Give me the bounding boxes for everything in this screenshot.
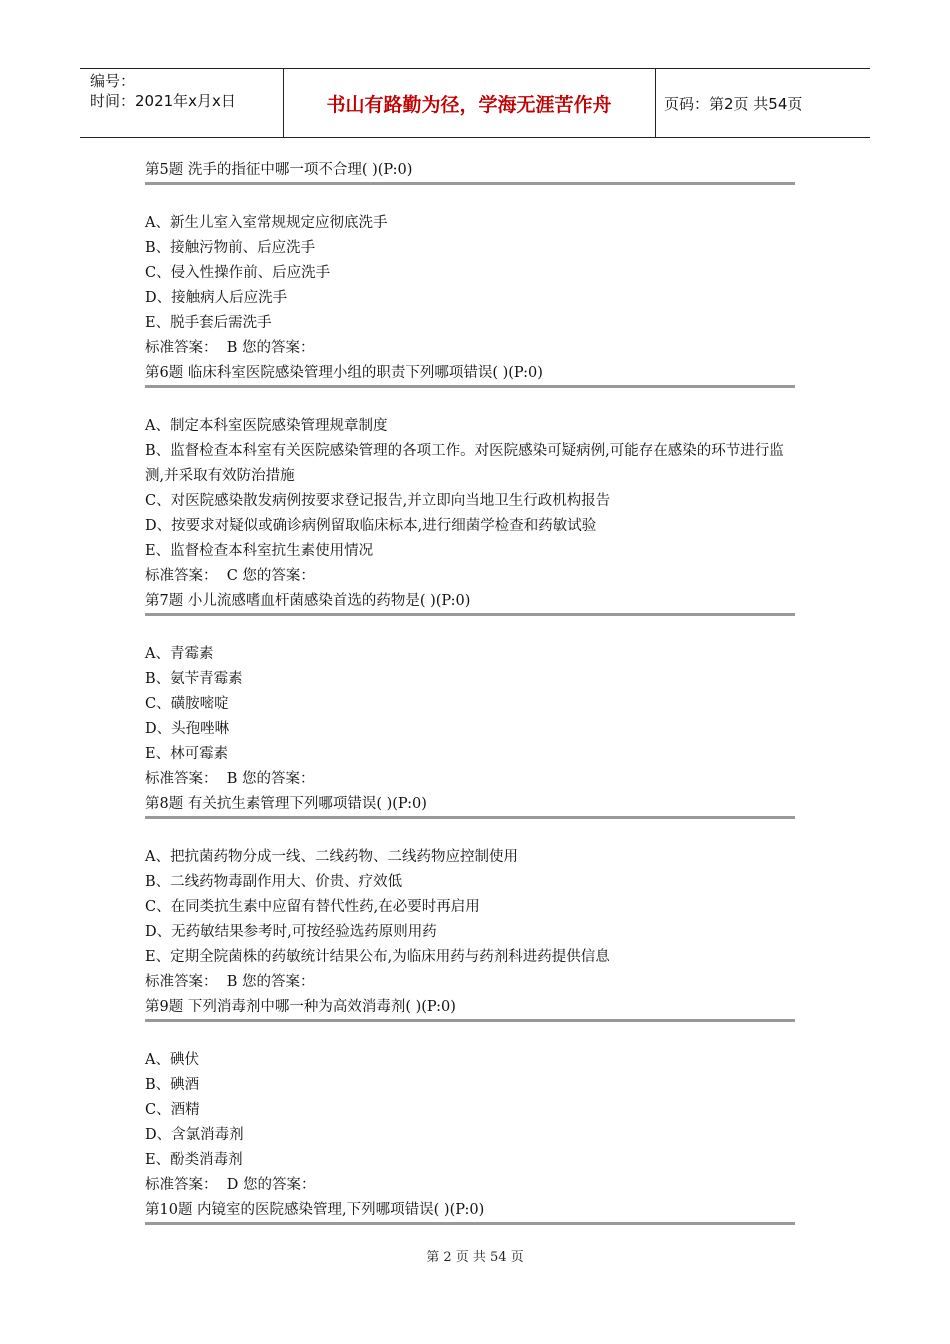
standard-answer: 标准答案： B 您的答案： [145,340,315,356]
standard-answer: 标准答案： D 您的答案： [145,1177,316,1193]
answer-option: B、氨苄青霉素 [145,671,243,687]
time-label: 时间：2021年x月x日 [90,92,236,110]
question-title: 第9题 下列消毒剂中哪一种为高效消毒剂( )(P:0) [145,995,795,1022]
answer-option: B、碘酒 [145,1077,200,1093]
header-motto: 书山有路勤为径，学海无涯苦作舟 [326,93,612,116]
answer-option: C、磺胺嘧啶 [145,696,229,712]
answer-option: E、脱手套后需洗手 [145,315,272,331]
answer-option: E、监督检查本科室抗生素使用情况 [145,543,374,559]
question-list [145,158,795,1225]
answer-option: A、制定本科室医院感染管理规章制度 [145,418,388,434]
answer-option: C、侵入性操作前、后应洗手 [145,265,331,281]
answer-option: D、按要求对疑似或确诊病例留取临床标本,进行细菌学检查和药敏试验 [145,518,597,534]
header-divider [655,69,656,137]
answer-option: E、林可霉素 [145,746,229,762]
question-block [145,1198,795,1225]
question-spacer [145,819,795,845]
question-title: 第7题 小儿流感嗜血杆菌感染首选的药物是( )(P:0) [145,589,795,616]
answer-option: D、头孢唑啉 [145,721,230,737]
question-title: 第6题 临床科室医院感染管理小组的职责下列哪项错误( )(P:0) [145,361,795,388]
header-table [80,68,870,138]
answer-option: C、在同类抗生素中应留有替代性药,在必要时再启用 [145,899,480,915]
number-label: 编号： [90,72,136,90]
question-block [145,792,795,995]
answer-option: D、接触病人后应洗手 [145,290,288,306]
header-meta [90,71,236,111]
question-block [145,158,795,361]
header-page-info: 页码：第2页 共54页 [664,94,803,113]
question-spacer [145,388,795,414]
answer-option: C、对医院感染散发病例按要求登记报告,并立即向当地卫生行政机构报告 [145,493,611,509]
standard-answer: 标准答案： B 您的答案： [145,771,315,787]
answer-option: D、含氯消毒剂 [145,1127,244,1143]
answer-option: E、酚类消毒剂 [145,1152,243,1168]
answer-option: B、接触污物前、后应洗手 [145,240,316,256]
answer-option: B、监督检查本科室有关医院感染管理的各项工作。对医院感染可疑病例,可能存在感染的环节进行监测,并采取有效防治措施 [145,443,784,484]
question-block [145,995,795,1198]
question-spacer [145,1022,795,1048]
standard-answer: 标准答案： B 您的答案： [145,974,315,990]
question-title: 第8题 有关抗生素管理下列哪项错误( )(P:0) [145,792,795,819]
answer-option: B、二线药物毒副作用大、价贵、疗效低 [145,874,403,890]
answer-option: C、酒精 [145,1102,200,1118]
answer-option: A、青霉素 [145,646,214,662]
standard-answer: 标准答案： C 您的答案： [145,568,315,584]
page-footer: 第 2 页 共 54 页 [426,1250,524,1265]
answer-option: E、定期全院菌株的药敏统计结果公布,为临床用药与药剂科进药提供信息 [145,949,610,965]
answer-option: A、新生儿室入室常规规定应彻底洗手 [145,215,388,231]
answer-option: A、碘伏 [145,1052,199,1068]
question-spacer [145,185,795,211]
question-block [145,589,795,792]
question-spacer [145,616,795,642]
question-block [145,361,795,589]
answer-option: A、把抗菌药物分成一线、二线药物、二线药物应控制使用 [145,849,518,865]
answer-option: D、无药敏结果参考时,可按经验选药原则用药 [145,924,437,940]
question-title: 第10题 内镜室的医院感染管理,下列哪项错误( )(P:0) [145,1198,795,1225]
question-title: 第5题 洗手的指征中哪一项不合理( )(P:0) [145,158,795,185]
